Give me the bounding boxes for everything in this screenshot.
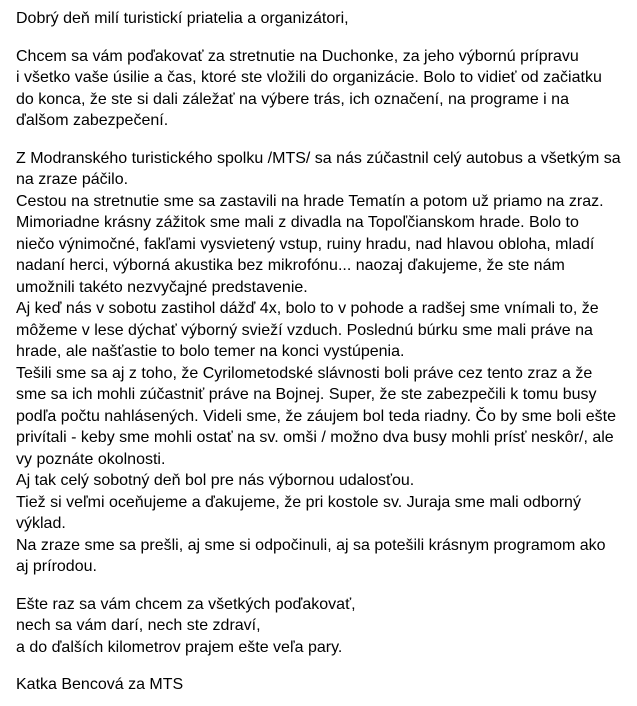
- paragraph-gap: [16, 30, 628, 46]
- text-line: Tešili sme sa aj z toho, že Cyrilometodské slávnosti boli práve cez tento zraz a že: [16, 364, 593, 382]
- text-line: Aj tak celý sobotný deň bol pre nás výbornou udalosťou.: [16, 472, 415, 489]
- text-line: umožnili takéto nezvyčajné predstavenie.: [16, 278, 308, 296]
- text-line: hrade, ale našťastie to bolo temer na konci vystúpenia.: [16, 343, 405, 360]
- text-line: ďalšom zabezpečení.: [16, 112, 169, 129]
- text-line: aj prírodou.: [16, 558, 97, 575]
- text-line: Cestou na stretnutie sme sa zastavili na hrade Tematín a potom už priamo na zraz.: [16, 192, 604, 210]
- text-line: do konca, že ste si dali záležať na výbere trás, ich označení, na programe i na: [16, 90, 569, 108]
- paragraph-experience: [16, 148, 628, 578]
- text-line: Na zraze sme sa prešli, aj sme si odpočinuli, aj sa potešili krásnym programom ako: [16, 536, 606, 554]
- text-line: môžeme v lese dýchať výborný svieží vzduch. Poslednú búrku sme mali práve na: [16, 321, 593, 339]
- text-line: a do ďalších kilometrov prajem ešte veľa pary.: [16, 638, 343, 656]
- text-line: i všetko vaše úsilie a čas, ktoré ste vložili do organizácie. Bolo to vidieť od začiatku: [16, 69, 602, 86]
- text-line: Ešte raz sa vám chcem za všetkých poďakovať,: [16, 595, 356, 613]
- text-line: Mimoriadne krásny zážitok sme mali z divadla na Topoľčianskom hrade. Bolo to: [16, 214, 579, 231]
- text-line: Chcem sa vám poďakovať za stretnutie na Duchonke, za jeho výbornú prípravu: [16, 47, 579, 65]
- text-line: privítali - keby sme mohli ostať na sv. omši / možno dva busy mohli prísť neskôr/, ale: [16, 429, 614, 446]
- text-line: nadaní herci, výborná akustika bez mikrofónu... naozaj ďakujeme, že ste nám: [16, 257, 565, 274]
- text-line: niečo výnimočné, fakľami vysvietený vstup, ruiny hradu, nad hlavou obloha, mladí: [16, 235, 595, 253]
- text-line: vy poznáte okolnosti.: [16, 450, 166, 468]
- text-line: výklad.: [16, 515, 66, 532]
- text-line: sme sa ich mohli zúčastniť práve na Bojnej. Super, že ste zabezpečili k tomu busy: [16, 386, 597, 403]
- text-line: Aj keď nás v sobotu zastihol dážď 4x, bolo to v pohode a radšej sme vnímali to, že: [16, 300, 599, 317]
- text-line: Tiež si veľmi oceňujeme a ďakujeme, že pri kostole sv. Juraja sme mali odborný: [16, 493, 581, 511]
- greeting: Dobrý deň milí turistickí priatelia a organizátori,: [16, 10, 349, 27]
- text-line: podľa počtu nahlásených. Videli sme, že záujem bol teda riadny. Čo by sme boli ešte: [16, 407, 616, 425]
- paragraph-closing: [16, 594, 628, 659]
- paragraph-thanks: [16, 46, 628, 132]
- text-line: na zraze páčilo.: [16, 171, 129, 188]
- letter-body: [16, 8, 628, 696]
- paragraph-gap: [16, 658, 628, 674]
- paragraph-gap: [16, 578, 628, 594]
- paragraph-gap: [16, 132, 628, 148]
- text-line: Z Modranského turistického spolku /MTS/ sa nás zúčastnil celý autobus a všetkým sa: [16, 149, 621, 167]
- text-line: nech sa vám darí, nech ste zdraví,: [16, 617, 261, 634]
- signature: Katka Bencová za MTS: [16, 676, 184, 693]
